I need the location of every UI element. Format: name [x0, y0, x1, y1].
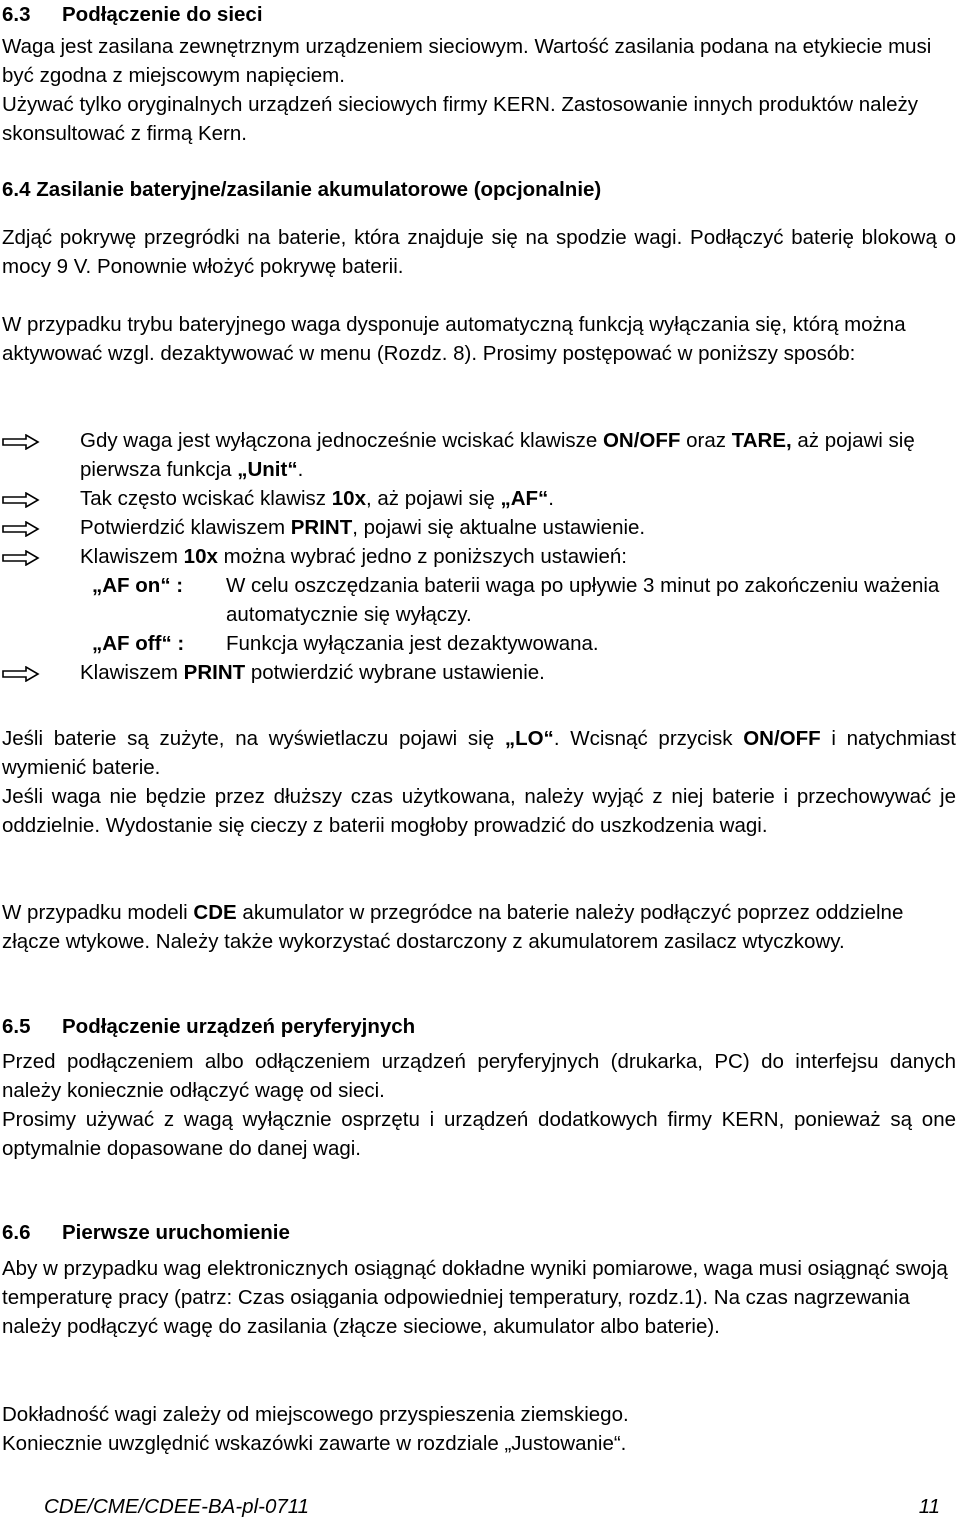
- list-item: Gdy waga jest wyłączona jednocześnie wciskać klawisze ON/OFF oraz TARE, aż pojawi się pierwsza funkcja „Unit“.: [0, 426, 956, 484]
- section-title: Podłączenie do sieci: [62, 3, 263, 26]
- section-6-3-paragraph-2: Używać tylko oryginalnych urządzeń sieciowych firmy KERN. Zastosowanie innych produktów należy skonsultować z firmą Kern.: [2, 93, 919, 145]
- section-title: Pierwsze uruchomienie: [62, 1221, 290, 1244]
- key-on-off: ON/OFF: [602, 429, 681, 452]
- model-cde: CDE: [193, 901, 237, 924]
- section-6-3-heading: [2, 0, 956, 29]
- option-key: „AF on“ :: [92, 574, 184, 597]
- section-6-4-paragraph-1: Zdjąć pokrywę przegródki na baterie, która znajduje się na spodzie wagi. Podłączyć baterię blokową o mocy 9 V. Ponownie włożyć pokrywę baterii.: [2, 226, 956, 278]
- display-af: „AF“: [500, 487, 549, 510]
- section-6-5-paragraph-1: Przed podłączeniem albo odłączeniem urządzeń peryferyjnych (drukarka, PC) do interfejsu danych należy koniecznie odłączyć wagę od sieci.: [2, 1050, 956, 1102]
- section-title: Podłączenie urządzeń peryferyjnych: [62, 1015, 416, 1038]
- arrow-right-icon: [2, 550, 40, 566]
- option-key: „AF off“ :: [92, 632, 185, 655]
- procedure-list: [0, 426, 956, 687]
- section-6-4-paragraph-5: W przypadku modeli CDE akumulator w przegródce na baterie należy podłączyć poprzez oddzielne złącze wtykowe. Należy także wykorzystać dostarczony z akumulatorem zasilacz wtyczkowy.: [2, 901, 904, 953]
- arrow-right-icon: [2, 666, 40, 682]
- arrow-right-icon: [2, 492, 40, 508]
- section-6-4-paragraph-2: W przypadku trybu bateryjnego waga dysponuje automatyczną funkcją wyłączania się, którą można aktywować wzgl. dezaktywować w menu (Rozdz. 8). Prosimy postępować w poniższy sposób:: [2, 313, 906, 365]
- section-number: 6.6: [2, 1221, 31, 1244]
- section-number: 6.5: [2, 1015, 31, 1038]
- section-6-4-heading: 6.4 Zasilanie bateryjne/zasilanie akumulatorowe (opcjonalnie): [2, 178, 602, 201]
- section-6-5-paragraph-2: Prosimy używać z wagą wyłącznie osprzętu i urządzeń dodatkowych firmy KERN, ponieważ są one optymalnie dopasowane do danej wagi.: [2, 1108, 956, 1160]
- option-af-on: [0, 571, 956, 629]
- key-print: PRINT: [290, 516, 353, 539]
- key-10x: 10x: [331, 487, 366, 510]
- section-6-5-heading: [2, 1012, 956, 1041]
- section-6-3-paragraph-1: Waga jest zasilana zewnętrznym urządzeniem sieciowym. Wartość zasilania podana na etykiecie musi być zgodna z miejscowym napięciem.: [2, 35, 932, 87]
- list-item: Klawiszem 10x można wybrać jedno z poniższych ustawień:: [0, 542, 956, 571]
- page-number: 11: [918, 1495, 940, 1518]
- option-af-off: [0, 629, 956, 658]
- list-item: Tak często wciskać klawisz 10x, aż pojawi się „AF“.: [0, 484, 956, 513]
- section-6-4-paragraph-4: Jeśli waga nie będzie przez dłuższy czas użytkowana, należy wyjąć z niej baterie i przechowywać je oddzielnie. Wydostanie się cieczy z baterii mogłoby prowadzić do uszkodzenia wagi.: [2, 785, 956, 837]
- list-item: Potwierdzić klawiszem PRINT, pojawi się aktualne ustawienie.: [0, 513, 956, 542]
- document-id: CDE/CME/CDEE-BA-pl-0711: [44, 1495, 310, 1518]
- key-tare: TARE,: [731, 429, 792, 452]
- display-lo: „LO“: [504, 727, 554, 750]
- key-on-off: ON/OFF: [743, 727, 821, 750]
- option-description: Funkcja wyłączania jest dezaktywowana.: [226, 632, 599, 655]
- section-6-6-paragraph-1: Aby w przypadku wag elektronicznych osiągnąć dokładne wyniki pomiarowe, waga musi osiągnąć swoją temperaturę pracy (patrz: Czas osiągania odpowiedniej temperatury, rozdz.1). Na czas nagrzewania należy podłączyć wagę do zasilania (złącze sieciowe, akumulator albo baterie).: [2, 1257, 948, 1338]
- option-description: W celu oszczędzania baterii waga po upływie 3 minut po zakończeniu ważenia automatycznie się wyłączy.: [226, 574, 940, 626]
- arrow-right-icon: [2, 521, 40, 537]
- key-10x: 10x: [183, 545, 218, 568]
- display-unit: „Unit“: [237, 458, 298, 481]
- section-6-6-heading: [2, 1218, 956, 1247]
- section-6-6-paragraph-3: Koniecznie uwzględnić wskazówki zawarte w rozdziale „Justowanie“.: [2, 1432, 627, 1455]
- page-footer: [44, 1493, 950, 1521]
- section-number: 6.3: [2, 3, 31, 26]
- key-print: PRINT: [183, 661, 246, 684]
- arrow-right-icon: [2, 434, 40, 450]
- section-6-4-paragraph-3: Jeśli baterie są zużyte, na wyświetlaczu pojawi się „LO“. Wcisnąć przycisk ON/OFF i natychmiast wymienić baterie.: [2, 727, 957, 779]
- section-6-6-paragraph-2: Dokładność wagi zależy od miejscowego przyspieszenia ziemskiego.: [2, 1403, 629, 1426]
- list-item: Klawiszem PRINT potwierdzić wybrane ustawienie.: [0, 658, 956, 687]
